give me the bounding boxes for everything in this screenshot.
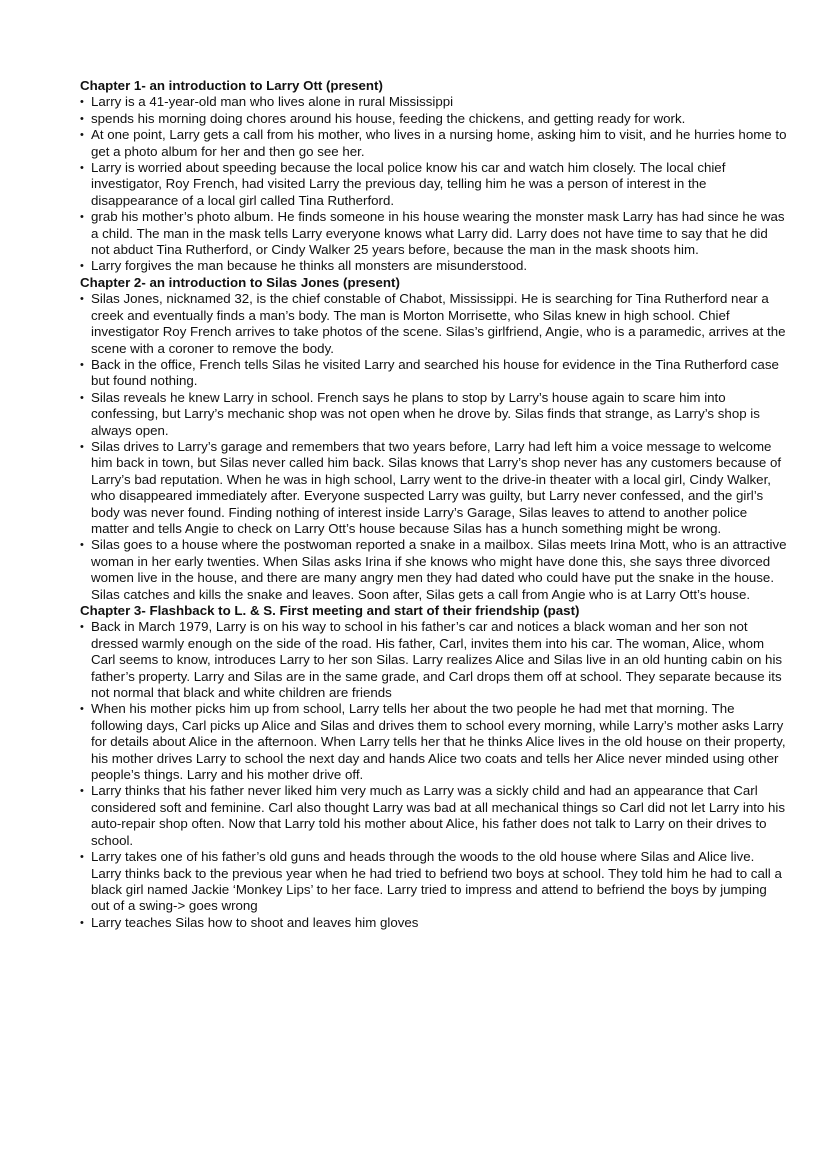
chapter-3-heading: Chapter 3- Flashback to L. & S. First meeting and start of their friendship (past) [80, 603, 580, 618]
chapter-2-section [80, 275, 788, 603]
bullet-item: • Larry thinks that his father never liked him very much as Larry was a sickly child and had an appearance that Carl considered soft and feminine. Carl also thought Larry was bad at all mechanical things so Carl did not let Larry into his auto-repair shop often. Now that Larry told his mother about Alice, his father does not talk to Larry on their drives to school. [80, 783, 788, 849]
bullet-item: • At one point, Larry gets a call from his mother, who lives in a nursing home, asking him to visit, and he hurries home to get a photo album for her and then go see her. [80, 127, 788, 160]
chapter-2-heading: Chapter 2- an introduction to Silas Jones (present) [80, 274, 400, 290]
bullet-item: • When his mother picks him up from school, Larry tells her about the two people he had met that morning. The following days, Carl picks up Alice and Silas and drives them to school every morning, while Larry’s mother asks Larry for details about Alice in the afternoon. When Larry tells her that he thinks Alice lives in the old house on their property, his mother drives Larry to school the next day and hands Alice two coats and tells her Alice never minded using other people’s things. Larry and his mother drive off. [80, 701, 788, 783]
bullet-item: • spends his morning doing chores around his house, feeding the chickens, and getting ready for work. [80, 111, 788, 127]
chapter-1-section [80, 78, 788, 275]
chapter-2-bullet-list [80, 291, 788, 603]
bullet-item: • Larry is a 41-year-old man who lives alone in rural Mississippi [80, 94, 788, 110]
chapter-1-bullet-list [80, 94, 788, 274]
bullet-item: • Larry takes one of his father’s old guns and heads through the woods to the old house where Silas and Alice live. Larry thinks back to the previous year when he had tried to befriend two boys at school. They told him he had to call a black girl named Jackie ‘Monkey Lips’ to her face. Larry tried to impress and attend to befriend the boys by jumping out of a swing-> goes wrong [80, 849, 788, 915]
bullet-item: • Silas reveals he knew Larry in school. French says he plans to stop by Larry’s house again to scare him into confessing, but Larry’s mechanic shop was not open when he drove by. Silas finds that strange, as Larry’s shop is always open. [80, 390, 788, 439]
bullet-item: • Back in March 1979, Larry is on his way to school in his father’s car and notices a black woman and her son not dressed warmly enough on the side of the road. His father, Carl, invites them into his car. The woman, Alice, whom Carl seems to know, introduces Larry to her son Silas. Larry realizes Alice and Silas live in an old hunting cabin on his father’s property. Larry and Silas are in the same grade, and Carl drops them off at school. They separate because its not normal that black and white children are friends [80, 619, 788, 701]
bullet-item: • Larry is worried about speeding because the local police know his car and watch him closely. The local chief investigator, Roy French, had visited Larry the previous day, telling him he was a person of interest in the disappearance of a local girl called Tina Rutherford. [80, 160, 788, 209]
bullet-item: • Back in the office, French tells Silas he visited Larry and searched his house for evidence in the Tina Rutherford case but found nothing. [80, 357, 788, 390]
bullet-item: • Silas drives to Larry’s garage and remembers that two years before, Larry had left him a voice message to welcome him back in town, but Silas never called him back. Silas knows that Larry’s shop never has any customers because of Larry’s bad reputation. When he was in high school, Larry went to the drive-in theater with a local girl, Cindy Walker, who disappeared immediately after. Everyone suspected Larry was guilty, but Larry never confessed, and the girl’s body was never found. Finding nothing of interest inside Larry’s Garage, Silas leaves to attend to another police matter and tells Angie to check on Larry Ott’s house because Silas has a hunch something might be wrong. [80, 439, 788, 537]
bullet-item: • Larry forgives the man because he thinks all monsters are misunderstood. [80, 258, 788, 274]
chapter-1-heading: Chapter 1- an introduction to Larry Ott (present) [80, 78, 383, 93]
bullet-item: • grab his mother’s photo album. He finds someone in his house wearing the monster mask Larry has had since he was a child. The man in the mask tells Larry everyone knows what Larry did. Larry does not have time to say that he did not abduct Tina Rutherford, or Cindy Walker 25 years before, because the man in the mask shoots him. [80, 209, 788, 258]
chapter-3-section [80, 603, 788, 931]
chapter-3-bullet-list [80, 619, 788, 931]
bullet-item: • Silas Jones, nicknamed 32, is the chief constable of Chabot, Mississippi. He is searching for Tina Rutherford near a creek and eventually finds a man’s body. The man is Morton Morrisette, who Silas knew in high school. Chief investigator Roy French arrives to take photos of the scene. Silas’s girlfriend, Angie, who is a paramedic, arrives at the scene with a coroner to remove the body. [80, 291, 788, 357]
bullet-item: • Larry teaches Silas how to shoot and leaves him gloves [80, 915, 788, 931]
bullet-item: • Silas goes to a house where the postwoman reported a snake in a mailbox. Silas meets Irina Mott, who is an attractive woman in her early twenties. When Silas asks Irina if she knows who might have done this, she says three divorced women live in the house, and there are many angry men they had dated who could have put the snake in the house. Silas catches and kills the snake and leaves. Soon after, Silas gets a call from Angie who is at Larry Ott’s house. [80, 537, 788, 603]
